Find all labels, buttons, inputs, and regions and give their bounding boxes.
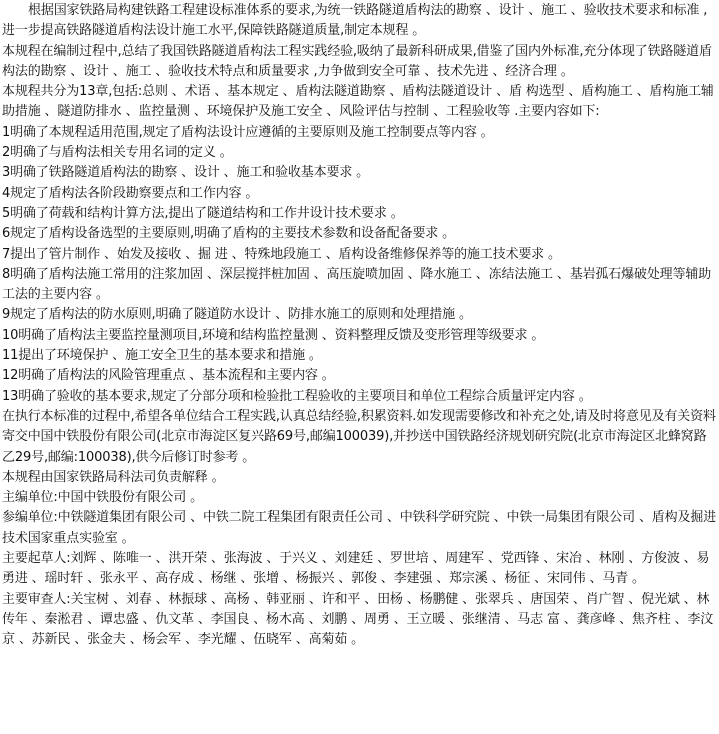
participating-units: 参编单位:中铁隧道集团有限公司 、中铁二院工程集团有限责任公司 、中铁科学研究院 、中铁一局集团有限公司 、盾构及掘进技术国家重点实验室 。 <box>2 510 717 546</box>
content-item-9: 9规定了盾构法的防水原则,明确了隧道防水设计 、防排水施工的原则和处理措施 。 <box>2 307 472 323</box>
content-item-13: 13明确了验收的基本要求,规定了分部分项和检验批工程验收的主要项目和单位工程综合质量评定内容 。 <box>2 388 592 404</box>
content-item-12: 12明确了盾构法的风险管理重点 、基本流程和主要内容 。 <box>2 368 335 384</box>
content-item-5: 5明确了荷载和结构计算方法,提出了隧道结构和工作井设计技术要求 。 <box>2 205 404 221</box>
feedback-paragraph: 在执行本标准的过程中,希望各单位结合工程实践,认真总结经验,积累资料.如发现需要修改和补充之处,请及时将意见及有关资料寄交中国中铁股份有限公司(北京市海淀区复兴路69号,邮编100039),并抄送中国铁路经济规划研究院(北京市海淀区北蜂窝路乙29号,邮编:100038),供今后修订时参考 。 <box>2 408 716 465</box>
content-item-3: 3明确了铁路隧道盾构法的勘察 、设计 、施工和验收基本要求 。 <box>2 165 370 181</box>
intro-paragraph: 根据国家铁路局构建铁路工程建设标准体系的要求,为统一铁路隧道盾构法的勘察 、设计 、施工 、验收技术要求和标准 ,进一步提高铁路隧道盾构法设计施工水平,保障铁路隧道质量,制定本规程 。 <box>2 3 708 39</box>
compilation-paragraph: 本规程在编制过程中,总结了我国铁路隧道盾构法工程实践经验,吸纳了最新科研成果,借鉴了国内外标准,充分体现了铁路隧道盾构法的勘察 、设计 、施工 、验收技术特点和质量要求 ,力争做到安全可靠 、技术先进 、经济合理 。 <box>2 43 712 79</box>
content-item-7: 7提出了管片制作 、始发及接收 、掘 进 、特殊地段施工 、盾构设备维修保养等的施工技术要求 。 <box>2 246 561 262</box>
content-item-11: 11提出了环境保护 、施工安全卫生的基本要求和措施 。 <box>2 348 322 364</box>
content-item-10: 10明确了盾构法主要监控量测项目,环境和结构监控量测 、资料整理反馈及变形管理等级要求 。 <box>2 327 545 343</box>
content-item-1: 1明确了本规程适用范围,规定了盾构法设计应遵循的主要原则及施工控制要点等内容 。 <box>2 124 494 140</box>
chief-editor-unit: 主编单位:中国中铁股份有限公司 。 <box>2 490 203 506</box>
content-item-2: 2明确了与盾构法相关专用名词的定义 。 <box>2 145 233 161</box>
main-drafters: 主要起草人:刘辉 、陈唯一 、洪开荣 、张海波 、于兴义 、刘建廷 、罗世培 、周建军 、党西锋 、宋冶 、林刚 、方俊波 、易勇进 、瑶时轩 、张永平 、高存成 、杨继 、张增 、杨振兴 、郭俊 、李建强 、郑宗溪 、杨征 、宋同伟 、马青 。 <box>2 551 710 587</box>
content-item-6: 6规定了盾构设备选型的主要原则,明确了盾构的主要技术参数和设备配备要求 。 <box>2 226 455 242</box>
chapters-paragraph: 本规程共分为13章,包括:总则 、术语 、基本规定 、盾构法隧道勘察 、盾构法隧道设计 、盾 构选型 、盾构施工 、盾构施工辅助措施 、隧道防排水 、监控量测 、环境保护及施工安全 、风险评估与控制 、工程验收等 .主要内容如下: <box>2 84 714 120</box>
content-item-8: 8明确了盾构法施工常用的注浆加固 、深层搅拌桩加固 、高压旋喷加固 、降水施工 、冻结法施工 、基岩孤石爆破处理等辅助工法的主要内容 。 <box>2 266 712 303</box>
content-item-4: 4规定了盾构法各阶段勘察要点和工作内容 。 <box>2 185 259 201</box>
main-reviewers: 主要审查人:关宝树 、刘春 、林振球 、高杨 、韩亚丽 、许和平 、田杨 、杨鹏健 、张翠兵 、唐国荣 、肖广智 、倪光斌 、林传年 、秦淞君 、谭忠盛 、仇文革 、李国良 、杨木高 、刘鹏 、周勇 、王立暖 、张继清 、马志 富 、龚彦峰 、焦齐柱 、李汶京 、苏新民 、张金夫 、杨会军 、李光耀 、伍晓军 、高菊茹 。 <box>2 591 714 648</box>
interpretation-paragraph: 本规程由国家铁路局科法司负责解释 。 <box>2 469 225 485</box>
